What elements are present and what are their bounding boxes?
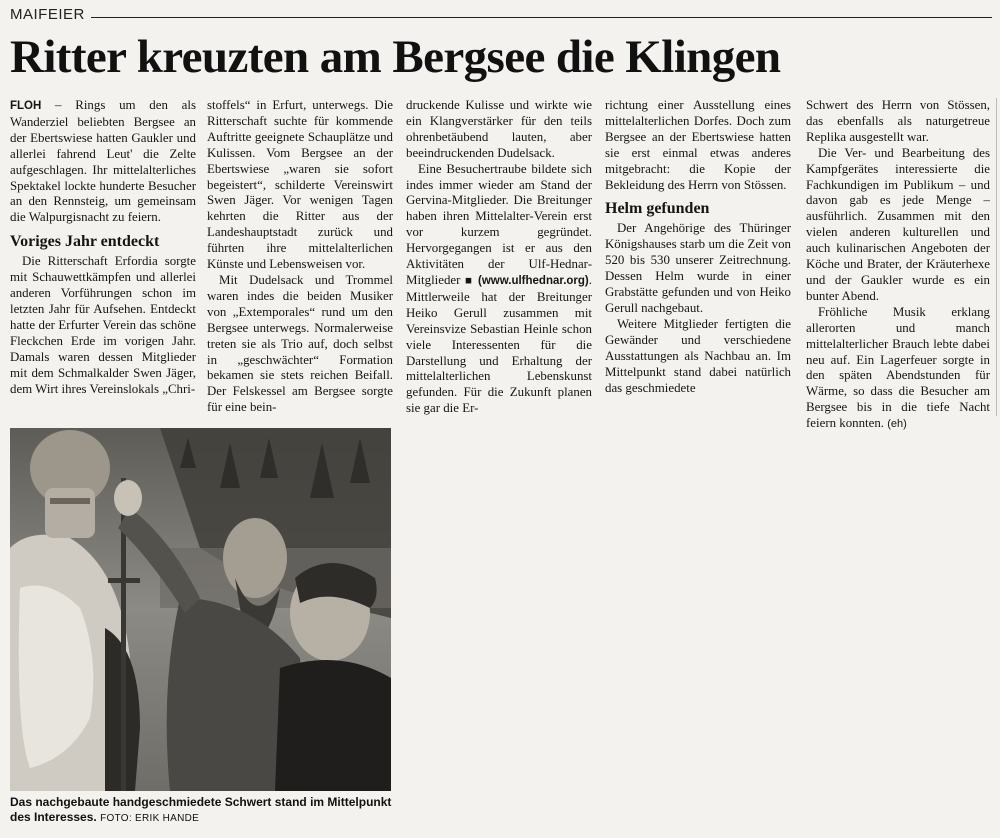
body-paragraph: richtung einer Ausstellung eines mittelalterlichen Dorfes. Doch zum Bergsee an der Ebertswiese hatten sie erst einmal etwas anderes mitgebracht: die Kopie der Bekleidung des Herrn von Stössen. (605, 98, 791, 192)
article-column-2 (207, 98, 393, 416)
body-paragraph: Der Angehörige des Thüringer Königshauses starb um die Zeit von 520 bis 530 unserer Zeitrechnung. Dessen Helm wurde in einer Grabstätte gefunden und von Heiko Gerull nachgebaut. (605, 221, 791, 315)
column-rule (996, 98, 997, 416)
photo-credit: FOTO: ERIK HANDE (100, 813, 200, 824)
body-paragraph: Die Ritterschaft Erfordia sorgte mit Schauwettkämpfen und allerlei anderen Vorführungen schon im letzten Jahr für Aufsehen. Entdeckt hatte der Erfurter Verein das schöne Fleckchen Erde im vorigen Jahr. Damals waren dessen Mitglieder mit dem Schmalkalder Swen Jäger, dem Wirt ihres Vereinslokals „Chri- (10, 254, 196, 396)
body-text: . Mittlerweile hat der Breitunger Heiko Gerull zusammen mit Vereinsvize Sebastian Heinle schon viele Interessenten für die Darstellung und Erhaltung der mittelalterlichen Lebenskunst gefunden. Für die Zukunft planen sie gar die Er- (406, 272, 592, 416)
section-kicker-row (10, 6, 992, 26)
dateline: FLOH (10, 100, 42, 112)
body-paragraph: Mit Dudelsack und Trommel waren indes die beiden Musiker von „Extemporales“ rund um den Bergsee unterwegs. Normalerweise treten sie als Trio auf, doch selbst in „geschwächter“ Formation bekamen sie stets reichen Beifall. Der Felskessel am Bergsee sorgte für eine bein- (207, 272, 393, 415)
headline: Ritter kreuzten am Bergsee die Klingen (10, 31, 781, 83)
body-paragraph (406, 162, 592, 418)
body-paragraph: stoffels“ in Erfurt, unterwegs. Die Ritterschaft suchte für kommende Auftritte geeignete Schauplätze und Kulissen. Vom Bergsee an der Ebertswiese „waren sie sofort begeistert“, schilderte Vereinswirt Swen Jäger. Vor wenigen Tagen kehrten die Ritter aus der Landeshauptstadt zurück und führten ihre mittelalterlichen Künste und Lebensweisen vor. (207, 98, 393, 272)
author-byline: (eh) (887, 418, 907, 431)
article-column-3 (406, 98, 592, 416)
body-paragraph: Schwert des Herrn von Stössen, das ebenfalls als naturgetreue Replika ausgestellt war. (806, 98, 990, 144)
body-paragraph: druckende Kulisse und wirkte wie ein Klangverstärker für den teils ohrenbetäubend lauten, aber beeindruckenden Dudelsack. (406, 98, 592, 160)
photo-caption (10, 795, 394, 826)
photo-illustration (10, 428, 391, 791)
body-text: Fröhliche Musik erklang allerorten und manch mittelalterlicher Brauch lebte dabei neu auf. Ein Lagerfeuer sorgte in den späten Abendstunden für Wärme, so dass die Besucher am Bergsee bis in die tiefe Nacht feiern konnten. (806, 304, 990, 431)
body-paragraph: Weitere Mitglieder fertigten die Gewänder und verschiedene Ausstattungen als Nachbau an. Im Mittelpunkt stand dabei natürlich das geschmiedete (605, 316, 791, 395)
article-column-5 (806, 98, 990, 431)
article-column-4 (605, 98, 791, 416)
subheading-helm-gefunden: Helm gefunden (605, 200, 710, 218)
lead-paragraph (10, 98, 196, 226)
lead-text: – Rings um den als Wanderziel beliebten Bergsee an der Ebertswiese hatten Gaukler und allerlei fahrend Leut' die Zelte aufgeschlagen. Ihr mittelalterliches Spektakel lockte hunderte Besucher an den Rennsteig, um gemeinsam die Walpurgisnacht zu feiern. (10, 98, 196, 225)
body-paragraph: Die Ver- und Bearbeitung des Kampfgerätes interessierte die Fachkundigen im Publikum – und davon gab es jede Menge – ausführlich. Zusammen mit den vielen anderen kulturellen und auch kulinarischen Angeboten der Köche und Brater, der Kräuterhexe und der Gaukler wurde es ein bunter Abend. (806, 145, 990, 303)
subheading-voriges-jahr: Voriges Jahr entdeckt (10, 233, 160, 251)
article-column-1 (10, 98, 196, 416)
body-paragraph (806, 305, 990, 433)
body-text: Eine Besuchertraube bildete sich indes immer wieder am Stand der Gervina-Mitglieder. Die Breitunger haben ihren Mittelalter-Verein erst vor kurzem gegründet. Hervorgegangen ist er aus den Aktivitäten der Ulf-Hednar-Mitglieder (406, 161, 592, 287)
article-photo (10, 428, 391, 791)
web-link[interactable]: ■ (www.ulfhednar.org) (465, 274, 589, 287)
section-kicker: MAIFEIER (10, 6, 91, 23)
caption-text: Das nachgebaute handgeschmiedete Schwert stand im Mittelpunkt des Interesses. (10, 795, 392, 824)
kicker-rule (10, 17, 992, 18)
